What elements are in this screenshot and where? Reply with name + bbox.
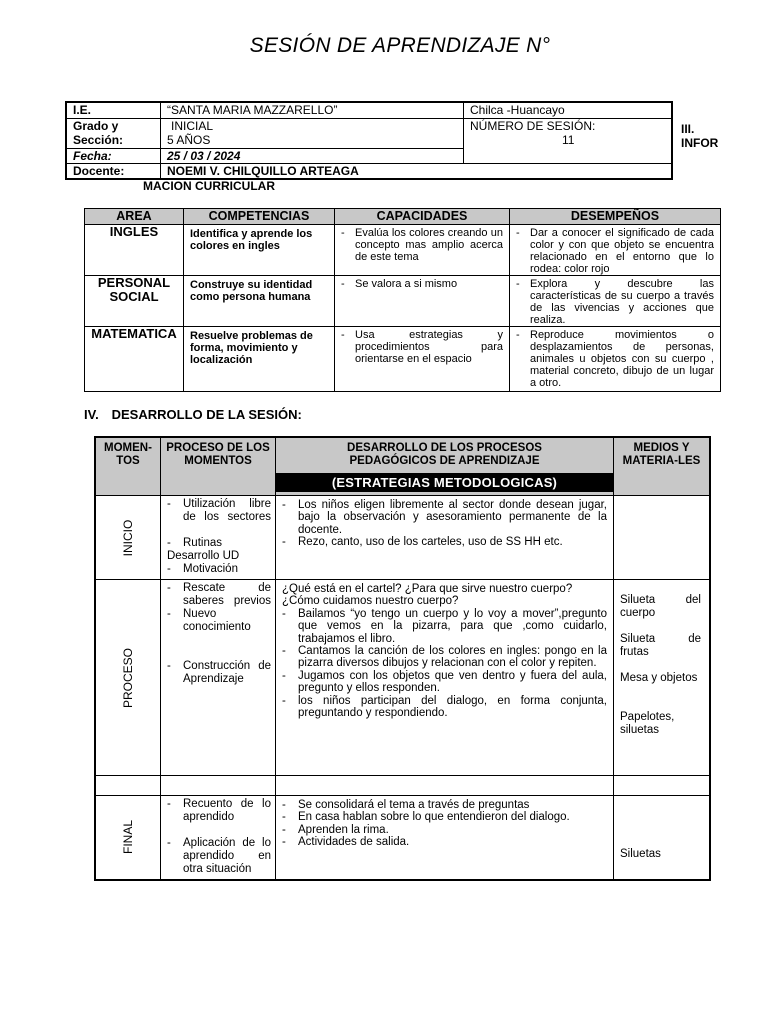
location-value: Chilca -Huancayo xyxy=(464,102,673,118)
ie-label: I.E. xyxy=(66,102,161,118)
grado-level: INICIAL xyxy=(171,118,214,133)
area-cell: PERSONAL SOCIAL xyxy=(85,276,184,327)
medios-proceso-cell: Silueta del cuerpo Silueta de frutas Mesa y objetos Papelotes, siluetas xyxy=(614,580,711,776)
momento-proceso: PROCESO xyxy=(95,580,161,776)
desempeno-cell: - Reproduce movimientos o desplazamientos de personas, animales u objetos con su cuerpo , material concreto, dibujo de un lugar a otro. xyxy=(510,327,721,392)
medios-final-cell: Siluetas xyxy=(614,796,711,880)
header-medios: MEDIOS Y MATERIA-LES xyxy=(614,437,711,496)
desarrollo-inicio-cell: - Los niños eligen libremente al sector donde desean jugar, bajo la observación y asesoramiento permanente de la docente. - Rezo, canto, uso de los carteles, uso de SS HH etc. xyxy=(276,496,614,580)
header-desempenos: DESEMPEÑOS xyxy=(510,209,721,225)
table-row xyxy=(85,276,721,327)
header-desarrollo-text: DESARROLLO DE LOS PROCESOS PEDAGÓGICOS DE APRENDIZAJE xyxy=(347,442,542,467)
section-4-num: IV. xyxy=(84,407,99,422)
header-estrategias: (ESTRATEGIAS METODOLOGICAS) xyxy=(276,473,613,492)
header-proceso: PROCESO DE LOS MOMENTOS xyxy=(161,437,276,496)
competencia-cell: Resuelve problemas de forma, movimiento y localización xyxy=(184,327,335,392)
numero-value: 11 xyxy=(562,132,575,147)
desempeno-cell: - Explora y descubre las características de su cuerpo a través de las vivencias y acciones que realiza. xyxy=(510,276,721,327)
medios-inicio-cell xyxy=(614,496,711,580)
header-capacidades: CAPACIDADES xyxy=(335,209,510,225)
section-4-title: DESARROLLO DE LA SESIÓN: xyxy=(111,407,302,422)
desempeno-cell: - Dar a conocer el significado de cada color y con que objeto se encuentra relacionado en el entorno que lo rodea: color rojo xyxy=(510,225,721,276)
momento-final: FINAL xyxy=(95,796,161,880)
desarrollo-final-cell: - Se consolidará el tema a través de preguntas - En casa hablan sobre lo que entendieron del dialogo. - Aprenden la rima. - Actividades de salida. xyxy=(276,796,614,880)
desarrollo-proceso-cell: ¿Qué está en el cartel? ¿Para que sirve nuestro cuerpo? ¿Cómo cuidamos nuestro cuerpo? - Bailamos “yo tengo un cuerpo y lo voy a mover”,pregunto que vemos en la pizarra, para que ,como cuidarlo, trabajamos el libro. - Cantamos la canción de los colores en ingles: pongo en la pizarra diversos dibujos y relacionan con el color y repiten. - Jugamos con los objetos que ven dentro y fuera del aula, pregunto y ellos responden. - los niños participan del dialogo, en forma conjunta, preguntando y respondiendo. xyxy=(276,580,614,776)
momento-inicio: INICIO xyxy=(95,496,161,580)
fecha-value: 25 / 03 / 2024 xyxy=(161,148,464,163)
competencia-cell: Identifica y aprende los colores en ingles xyxy=(184,225,335,276)
grado-age: 5 AÑOS xyxy=(167,132,211,147)
session-table xyxy=(94,436,711,881)
page-title: SESIÓN DE APRENDIZAJE N° xyxy=(249,34,551,57)
section-3-title-start: INFOR xyxy=(681,136,719,150)
proceso-inicio-cell: - Utilización libre de los sectores - Rutinas Desarrollo UD - Motivación xyxy=(161,496,276,580)
section-3-num: III. xyxy=(681,122,695,136)
capacidad-cell: - Se valora a si mismo xyxy=(335,276,510,327)
header-competencias: COMPETENCIAS xyxy=(184,209,335,225)
section-4-heading xyxy=(84,407,302,422)
table-row xyxy=(85,327,721,392)
numero-sesion-cell xyxy=(464,118,673,163)
docente-value: NOEMI V. CHILQUILLO ARTEAGA xyxy=(161,163,673,179)
competencia-cell: Construye su identidad como persona humana xyxy=(184,276,335,327)
capacidad-cell: - Usa estrategias y procedimientos para orientarse en el espacio xyxy=(335,327,510,392)
header-momentos: MOMEN-TOS xyxy=(95,437,161,496)
preguntas-intro: ¿Qué está en el cartel? ¿Para que sirve nuestro cuerpo? ¿Cómo cuidamos nuestro cuerpo? xyxy=(282,583,573,608)
table-row xyxy=(95,496,710,580)
capacidad-cell: - Evalúa los colores creando un concepto mas amplio acerca de este tema xyxy=(335,225,510,276)
ie-value: “SANTA MARIA MAZZARELLO” xyxy=(161,102,464,118)
proceso-final-cell: - Recuento de lo aprendido - Aplicación de lo aprendido en otra situación xyxy=(161,796,276,880)
table-row xyxy=(95,776,710,796)
area-cell: MATEMATICA xyxy=(85,327,184,392)
header-area: AREA xyxy=(85,209,184,225)
section-3-title-cont: MACION CURRICULAR xyxy=(143,179,275,193)
docente-label: Docente: xyxy=(66,163,161,179)
curricular-table xyxy=(84,208,721,392)
area-cell: INGLES xyxy=(85,225,184,276)
section-3-heading xyxy=(681,122,718,150)
header-desarrollo xyxy=(276,437,614,496)
grado-value xyxy=(161,118,464,148)
grado-label: Grado y Sección: xyxy=(66,118,161,148)
info-table xyxy=(65,101,673,180)
table-row xyxy=(95,796,710,880)
table-row xyxy=(95,580,710,776)
table-row xyxy=(85,225,721,276)
fecha-label: Fecha: xyxy=(66,148,161,163)
proceso-proceso-cell: - Rescate de saberes previos - Nuevo conocimiento - Construcción de Aprendizaje xyxy=(161,580,276,776)
numero-label: NÚMERO DE SESIÓN: xyxy=(470,118,596,133)
